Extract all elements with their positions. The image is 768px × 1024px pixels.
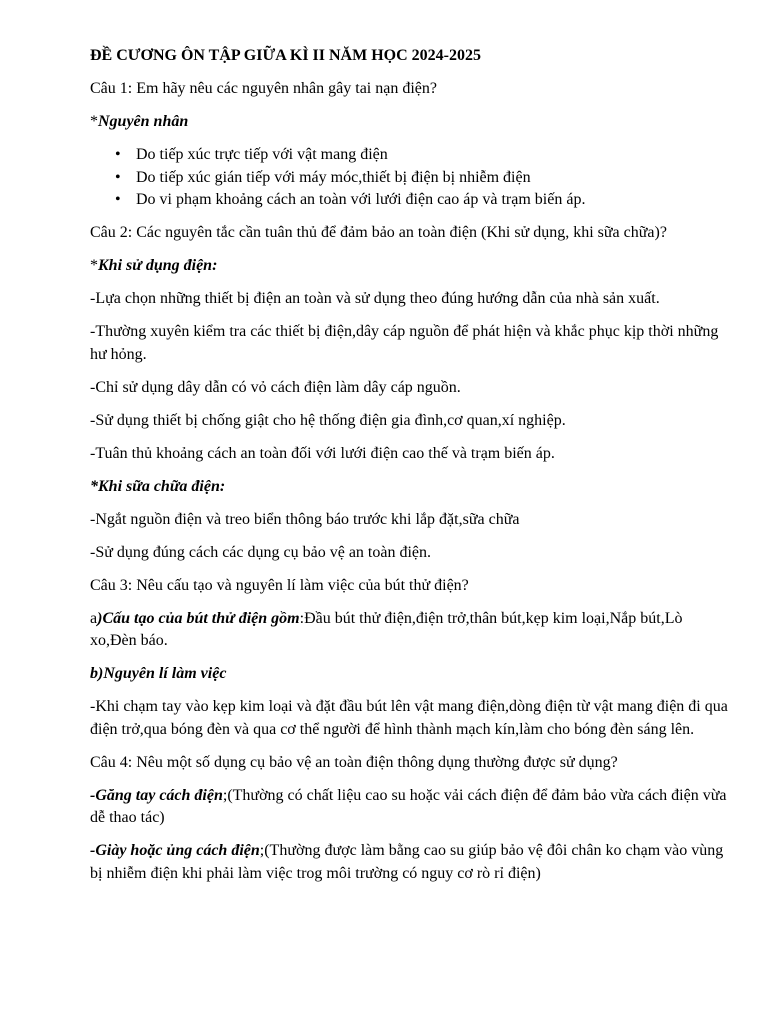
question-1: Câu 1: Em hãy nêu các nguyên nhân gây tai nạn điện? [90,80,437,97]
paragraph: -Lựa chọn những thiết bị điện an toàn và sử dụng theo đúng hướng dẫn của nhà sản xuất. [90,290,660,307]
paragraph: -Thường xuyên kiểm tra các thiết bị điện,dây cáp nguồn để phát hiện và khắc phục kịp thời những hư hỏng. [90,323,719,363]
bullet-icon: • [115,191,121,208]
q4-item-boots [90,840,730,885]
document-title: ĐỀ CƯƠNG ÔN TẬP GIỮA KÌ II NĂM HỌC 2024-2025 [90,47,481,64]
q1-section-prefix: * [90,113,98,130]
q2-use-heading [90,255,730,278]
list-item [115,167,730,190]
q2-repair-heading: *Khi sữa chữa điện: [90,477,226,495]
q4-item-text: ;(Thường được làm bằng cao su giúp bảo vệ đôi chân ko chạm vào vùng bị nhiễm điện khi phải làm việc trog môi trường có nguy cơ rò rỉ điện) [90,842,724,882]
question-4: Câu 4: Nêu một số dụng cụ bảo vệ an toàn điện thông dụng thường được sử dụng? [90,753,618,771]
question-3: Câu 3: Nêu cấu tạo và nguyên lí làm việc của bút thử điện? [90,576,469,594]
paragraph: -Sử dụng thiết bị chống giật cho hệ thống điện gia đình,cơ quan,xí nghiệp. [90,411,566,429]
q3-a-label: )Cấu tạo của bút thử điện gồm [97,609,300,627]
q3-principle-text: -Khi chạm tay vào kẹp kim loại và đặt đầu bút lên vật mang điện,dòng điện từ vật mang điện đi qua điện trở,qua bóng đèn và qua cơ thể người để hình thành mạch kín,làm cho bóng đèn sáng lên. [90,698,728,738]
list-item-text: Do vi phạm khoảng cách an toàn với lưới điện cao áp và trạm biến áp. [136,191,586,208]
list-item-text: Do tiếp xúc trực tiếp với vật mang điện [136,146,388,163]
q4-item-label: -Giày hoặc ủng cách điện [90,842,260,859]
q4-item-text: ;(Thường có chất liệu cao su hoặc vải cách điện để đảm bảo vừa cách điện vừa dễ thao tác) [90,786,727,826]
q4-item-gloves [90,785,730,830]
q1-section-label: Nguyên nhân [98,113,189,130]
paragraph: -Ngắt nguồn điện và treo biển thông báo trước khi lắp đặt,sữa chữa [90,510,520,528]
q3-a-prefix: a [90,609,98,627]
document-content [90,45,730,885]
q3-principle-heading: b)Nguyên lí làm việc [90,665,227,682]
q2-use-label: Khi sử dụng điện: [98,257,218,274]
q1-cause-list [90,144,730,212]
q4-item-label: -Găng tay cách điện [90,786,223,804]
q3-structure [90,608,730,653]
question-2: Câu 2: Các nguyên tắc cần tuân thủ để đảm bảo an toàn điện (Khi sử dụng, khi sữa chữa)? [90,224,667,241]
q1-section-heading [90,111,730,134]
paragraph: -Sử dụng đúng cách các dụng cụ bảo vệ an toàn điện. [90,543,432,561]
list-item-text: Do tiếp xúc gián tiếp với máy móc,thiết bị điện bị nhiễm điện [136,168,531,186]
list-item [115,144,730,167]
paragraph: -Tuân thủ khoảng cách an toàn đối với lưới điện cao thế và trạm biến áp. [90,444,555,462]
bullet-icon: • [115,168,121,186]
q3-a-text: :Đầu bút thử điện,điện trở,thân bút,kẹp kim loại,Nắp bút,Lò xo,Đèn báo. [90,609,683,649]
q2-use-prefix: * [90,257,98,274]
bullet-icon: • [115,146,121,163]
paragraph: -Chỉ sử dụng dây dẫn có vỏ cách điện làm dây cáp nguồn. [90,378,461,396]
list-item [115,189,730,212]
